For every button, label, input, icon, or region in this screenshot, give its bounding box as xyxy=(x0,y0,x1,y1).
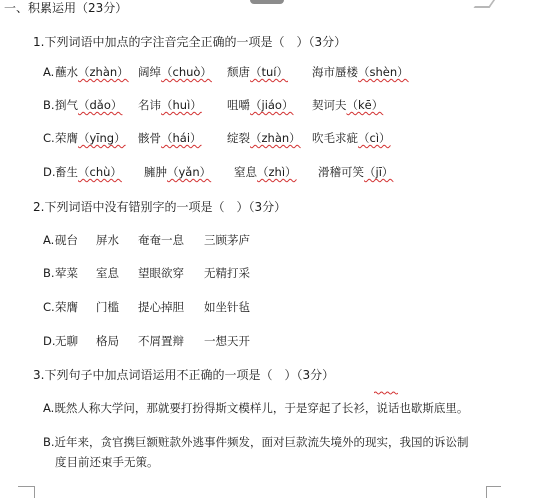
section-title: 一、积累运用（23分） xyxy=(4,1,128,15)
option-letter: D. xyxy=(43,165,56,179)
option-item: 骸骨（hái） xyxy=(138,131,202,145)
option-item: 畜生（chù） xyxy=(55,165,122,179)
option-item: 滑稽可笑（jī） xyxy=(318,165,394,179)
option-item: 如坐针毡 xyxy=(204,300,250,314)
question-3-stem: 3.下列句子中加点词语运用不正确的一项是（ ）（3分） xyxy=(33,368,335,382)
option-item: 格局 xyxy=(96,334,119,348)
option-item: 不屑置辩 xyxy=(138,334,184,348)
option-item: 吹毛求疵（cì） xyxy=(312,131,391,145)
option-letter: B. xyxy=(43,266,55,280)
option-text: A.既然人称大学问，那就要打扮得斯文模样儿，于是穿起了长衫，说话也歇斯底里。 xyxy=(43,401,469,415)
option-letter: C. xyxy=(43,131,55,145)
option-text-continued: 度目前还束手无策。 xyxy=(55,455,159,469)
option-item: 捯气（dǎo） xyxy=(55,98,123,112)
page-corner-mark xyxy=(473,0,496,8)
margin-corner-mark xyxy=(486,486,501,498)
option-item: 绽裂（zhàn） xyxy=(227,131,301,145)
q3-option-b[interactable] xyxy=(43,432,523,472)
option-item: 三顾茅庐 xyxy=(204,233,250,247)
option-letter: C. xyxy=(43,300,55,314)
margin-corner-mark xyxy=(18,486,35,498)
option-item: 名讳（huì） xyxy=(138,98,202,112)
option-letter: B. xyxy=(43,98,55,112)
option-item: 荤菜 xyxy=(55,266,78,280)
option-item: 臃肿（yǎn） xyxy=(144,165,212,179)
option-item: 咀嚼（jiáo） xyxy=(227,98,294,112)
option-letter: A. xyxy=(43,233,55,247)
option-item: 海市蜃楼（shèn） xyxy=(312,65,409,79)
option-item: 阔绰（chuò） xyxy=(138,65,212,79)
option-item: 蘸水（zhàn） xyxy=(55,65,129,79)
option-item: 窒息（zhì） xyxy=(234,165,297,179)
option-item: 砚台 xyxy=(55,233,78,247)
spell-check-mark xyxy=(374,380,398,384)
option-item: 望眼欲穿 xyxy=(138,266,184,280)
question-2-stem: 2.下列词语中没有错别字的一项是（ ）（3分） xyxy=(33,200,287,214)
q3-option-a[interactable] xyxy=(43,398,468,418)
question-1-stem: 1.下列词语中加点的字注音完全正确的一项是（ ）（3分） xyxy=(33,35,347,49)
option-letter: D. xyxy=(43,334,56,348)
option-item: 契诃夫（kē） xyxy=(312,98,384,112)
option-letter: A. xyxy=(43,65,55,79)
option-item: 奄奄一息 xyxy=(138,233,184,247)
option-item: 颓唐（tuí） xyxy=(227,65,288,79)
option-item: 室息 xyxy=(96,266,119,280)
option-item: 屏水 xyxy=(96,233,119,247)
toolbar-tab[interactable] xyxy=(250,0,284,4)
option-item: 荣膺（yīng） xyxy=(55,131,126,145)
option-item: 提心掉胆 xyxy=(138,300,184,314)
option-item: 无聊 xyxy=(55,334,78,348)
option-item: 无精打采 xyxy=(204,266,250,280)
option-item: 一想天开 xyxy=(204,334,250,348)
option-item: 荣膺 xyxy=(55,300,78,314)
option-item: 门槛 xyxy=(96,300,119,314)
option-text: B.近年来，贪官携巨额赃款外逃事件频发，面对巨款流失境外的现实，我国的诉讼制 xyxy=(43,435,469,449)
